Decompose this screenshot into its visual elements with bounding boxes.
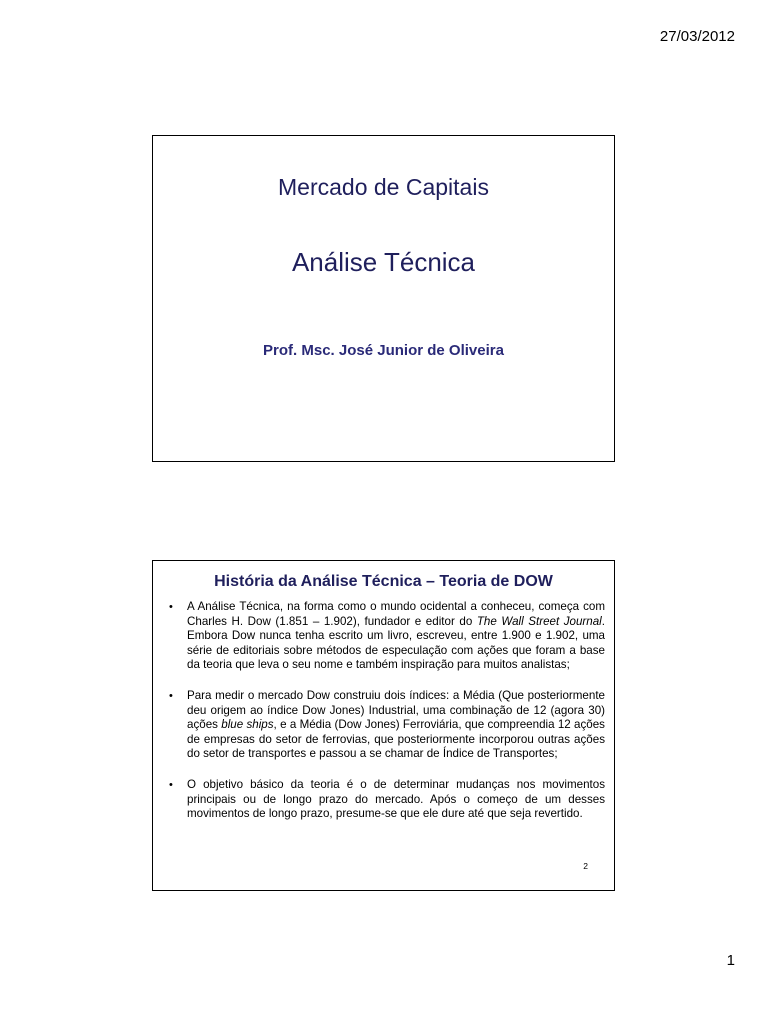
slide-title: História da Análise Técnica – Teoria de DOW [214, 573, 553, 590]
slide-subtitle: Análise Técnica [291, 247, 476, 277]
bullet-item [169, 689, 605, 762]
italic-term: blue ships [221, 718, 274, 732]
bullet-list [169, 600, 605, 838]
bullet-item [169, 600, 605, 673]
bullet-text: . Embora Dow nunca tenha escrito um livro, escreveu, entre 1.900 e 1.902, uma série de editoriais sobre métodos de especulação com ações que foram a base da teoria que leva o seu nome e também inspiração para muitos analistas; [187, 614, 605, 672]
bullet-item [169, 778, 605, 822]
page-number: 1 [726, 952, 735, 969]
slide-author: Prof. Msc. José Junior de Oliveira [263, 342, 504, 359]
slide-title: Mercado de Capitais [278, 174, 489, 200]
slide-number: 2 [583, 861, 588, 871]
publication-title: The Wall Street Journal [476, 614, 602, 628]
slide-2 [152, 560, 615, 891]
bullet-marker: • [169, 778, 173, 791]
bullet-text: Para medir o mercado Dow construiu dois índices: a Média (Que posteriormente deu origem ao índice Dow Jones) Industrial, uma combinação de 12 (agora 30) ações [187, 688, 605, 732]
bullet-marker: • [169, 689, 173, 702]
bullet-text: , e a Média (Dow Jones) Ferroviária, que compreendia 12 ações de empresas do setor de ferrovias, que posteriormente incorporou outras ações do setor de transportes e passou a se chamar de Índice de Transportes; [187, 718, 605, 761]
bullet-marker: • [169, 601, 173, 613]
slide-1 [152, 135, 615, 462]
bullet-text: A Análise Técnica, na forma como o mundo ocidental a conheceu, começa com Charles H. Dow (1.851 – 1.902), fundador e editor do [187, 600, 605, 628]
page-date: 27/03/2012 [659, 28, 735, 45]
bullet-text: O objetivo básico da teoria é o de determinar mudanças nos movimentos principais ou de longo prazo do mercado. Após o começo de um desses movimentos de longo prazo, presume-se que ele dure até que seja revertido. [187, 777, 605, 821]
